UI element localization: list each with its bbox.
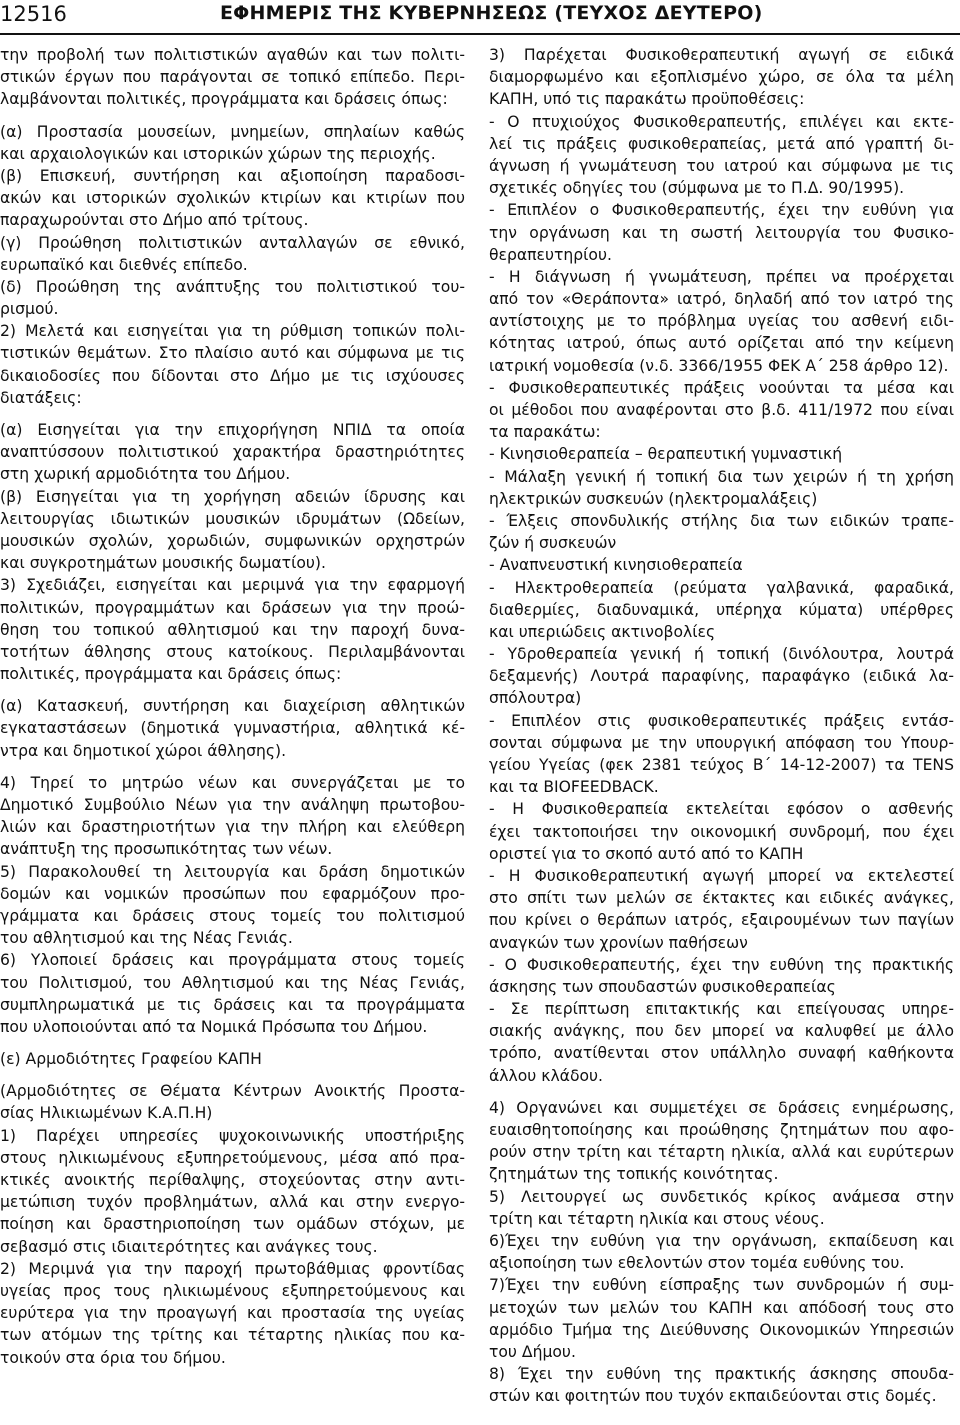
text-line: δομών και νομικών προσώπων που εφαρμόζουν προ- (0, 884, 465, 903)
text-line: σχετικές οδηγίες του (σύμφωνα με το Π.Δ. 90/1995). (489, 179, 905, 198)
text-line: 2) Μελετά και εισηγείται για τη ρύθμιση τοπικών πολι- (0, 322, 465, 341)
text-line: στη χωρική αρμοδιότητα του Δήμου. (0, 465, 291, 484)
text-line: μετοχών των μελών του ΚΑΠΗ και απόδοσή τους στο (489, 1298, 954, 1317)
text-line: - Η διάγνωση ή γνωμάτευση, πρέπει να προέρχεται (489, 267, 954, 286)
text-line: 4) Τηρεί το μητρώο νέων και συνεργάζεται με το (0, 773, 465, 792)
text-line: λαμβάνονται πολιτικές, προγράμματα και δράσεις όπως: (0, 90, 448, 109)
text-line: αντίστοιχης με το πρόβλημα υγείας του ασθενή ειδι- (489, 312, 954, 331)
text-line: του Πολιτισμού, του Αθλητισμού και της Νέας Γενιάς, (0, 973, 465, 992)
text-line: - Σε περίπτωση επιτακτικής και επείγουσας υπηρε- (489, 1000, 954, 1019)
text-line: (ε) Αρμοδιότητες Γραφείου ΚΑΠΗ (0, 1050, 262, 1069)
text-line: του αθλητισμού και της Νέας Γενιάς. (0, 929, 293, 948)
left-column (0, 44, 465, 1369)
text-line: υγείας προς τους ηλικιωμένους εξυπηρετούμενους και (0, 1281, 465, 1300)
text-line: - Ηλεκτροθεραπεία (ρεύματα γαλβανικά, φαραδικά, (489, 578, 954, 597)
text-line: εγκαταστάσεων (δημοτικά γυμναστήρια, αθλητικά κέ- (0, 719, 465, 738)
text-line: τρίτη και τέταρτη ηλικία και στους νέους. (489, 1209, 825, 1228)
text-line: σεβασμό στις ιδιαιτερότητες και ανάγκες τους. (0, 1237, 378, 1256)
text-line: 3) Σχεδιάζει, εισηγείται και μεριμνά για την εφαρμογή (0, 576, 465, 595)
text-line: στών και φοιτητών που τυχόν εκπαιδεύονται στις δομές. (489, 1387, 937, 1406)
paragraph-gap (0, 409, 465, 419)
text-line: ηλεκτρικών συσκευών (ηλεκτρομαλάξεις) (489, 489, 818, 508)
paragraph-gap (0, 1070, 465, 1080)
text-line: - Φυσικοθεραπευτικές πράξεις νοούνται τα μέσα και (489, 378, 954, 397)
text-line: ρούν στην τρίτη και τέταρτη ηλικία, αλλά και ευρύτερων (489, 1143, 954, 1162)
text-line: λειτουργίας ιδιωτικών μουσικών ιδρυμάτων (Ωδείων, (0, 509, 465, 528)
text-line: πολιτικών, προγραμμάτων και δράσεων για την προώ- (0, 598, 465, 617)
text-line: γράμματα και δράσεις στους τομείς του πολιτισμού (0, 906, 465, 925)
text-line: (δ) Προώθηση της ανάπτυξης του πολιτιστικού του- (0, 277, 465, 296)
text-line: - Κινησιοθεραπεία – θεραπευτική γυμναστική (489, 445, 843, 464)
right-column (489, 44, 954, 1407)
text-line: (γ) Προώθηση πολιτιστικών ανταλλαγών σε εθνικό, (0, 233, 465, 252)
text-line: που υλοποιούνται από τα Νομικά Πρόσωπα του Δήμου. (0, 1017, 428, 1036)
text-line: έχει τακτοποιήσει την οικονομική συνδρομή, που έχει (489, 822, 954, 841)
text-line: αξιοποίηση των εθελοντών στον τομέα ευθύνης του. (489, 1254, 905, 1273)
page-number: 12516 (0, 2, 67, 26)
text-line: των ατόμων της τρίτης και τέταρτης ηλικίας που κα- (0, 1326, 465, 1345)
text-line: ρισμού. (0, 300, 59, 319)
text-line: αναπτύσσουν πολιτιστικού χαρακτήρα δραστηριότητες (0, 443, 465, 462)
text-line: δικαιοδοσίες που δίδονται στο Δήμο με τις ισχύουσες (0, 366, 465, 385)
text-line: άλλου κλάδου. (489, 1066, 604, 1085)
text-line: ΚΑΠΗ, υπό τις παρακάτω προϋποθέσεις: (489, 90, 805, 109)
text-line: κότητας ιατρού, όπως αυτό ορίζεται από την κείμενη (489, 334, 954, 353)
text-line: αναγκών των χρονίων παθήσεων (489, 933, 748, 952)
text-line: (α) Εισηγείται για την επιχορήγηση ΝΠΙΔ τα οποία (0, 421, 465, 439)
text-line: τιστικών θεμάτων. Στο πλαίσιο αυτό και σύμφωνα με τις (0, 344, 465, 363)
text-line: - Έλξεις σπονδυλικής στήλης δια των ειδικών τραπε- (489, 511, 954, 530)
text-line: στο σπίτι των μελών σε έκτακτες και ειδικές ανάγκες, (489, 889, 954, 908)
text-line: ντρα και δημοτικοί χώροι άθλησης). (0, 741, 287, 760)
text-line: συμπληρωματικά με τις δράσεις και τα προγράμματα (0, 995, 465, 1014)
text-line: κτικές ανοικτής περίθαλψης, στοχεύοντας στην αντι- (0, 1171, 465, 1189)
text-line: άσκησης των σπουδαστών φυσικοθεραπείας (489, 977, 836, 996)
text-line: (β) Επισκευή, συντήρηση και αξιοποίηση παραδοσι- (0, 166, 465, 185)
text-line: από τον «Θεράποντα» ιατρό, δηλαδή από τον ιατρό της (489, 290, 954, 309)
text-line: στους ηλικιωμένους εξυπηρετούμενους, μέσα από πρα- (0, 1148, 465, 1167)
text-line: την προβολή των πολιτιστικών αγαθών και των πολιτι- (0, 46, 465, 64)
text-line: - Ο Φυσικοθεραπευτής, έχει την ευθύνη της πρακτικής (489, 955, 954, 974)
text-line: σιακής ανάγκης, που δεν μπορεί να καλυφθεί με άλλο (489, 1022, 954, 1041)
paragraph-gap (489, 1087, 954, 1097)
text-line: σίας Ηλικιωμένων Κ.Α.Π.Η) (0, 1104, 213, 1123)
text-line: ιατρική νομοθεσία (ν.δ. 3366/1955 ΦΕΚ Α΄ 258 άρθρο 12). (489, 356, 949, 375)
text-line: ακών και ιστορικών σχολικών κτιρίων και κτιρίων που (0, 189, 465, 208)
paragraph-gap (0, 762, 465, 772)
text-line: 3) Παρέχεται Φυσικοθεραπευτική αγωγή σε ειδικά (489, 46, 954, 64)
text-line: - Επιπλέον ο Φυσικοθεραπευτής, έχει την ευθύνη για (489, 201, 954, 220)
text-line: 1) Παρέχει υπηρεσίες ψυχοκοινωνικής υποστήριξης (0, 1126, 465, 1145)
text-line: - Αναπνευστική κινησιοθεραπεία (489, 556, 743, 575)
text-line: - Επιπλέον στις φυσικοθεραπευτικές πράξεις εντάσ- (489, 711, 954, 730)
text-line: 2) Μεριμνά για την παροχή πρωτοβάθμιας φροντίδας (0, 1259, 465, 1278)
text-line: 8) Έχει την ευθύνη της πρακτικής άσκησης σπουδα- (489, 1365, 954, 1384)
text-line: τα παρακάτω: (489, 423, 601, 442)
text-line: θεραπευτηρίου. (489, 245, 612, 264)
text-line: την οργάνωση και τη σωστή λειτουργία του Φυσικο- (489, 223, 954, 242)
text-line: 5) Λειτουργεί ως συνδετικός κρίκος ανάμεσα στην (489, 1187, 954, 1206)
text-line: λεί τις πράξεις φυσικοθεραπείας, μετά από γραπτή δι- (489, 134, 954, 153)
text-line: οι μέθοδοι που αναφέρονται στο β.δ. 411/1972 που είναι (489, 401, 954, 419)
text-line: (β) Εισηγείται για τη χορήγηση αδειών ίδρυσης και (0, 487, 465, 506)
text-line: ευρύτερα για την προαγωγή και προστασία της υγείας (0, 1304, 465, 1323)
text-line: ευρωπαϊκό και διεθνές επίπεδο. (0, 255, 248, 274)
text-line: (α) Προστασία μουσείων, μνημείων, σπηλαίων καθώς (0, 122, 465, 141)
text-line: γείου Υγείας (φεκ 2381 τεύχος Β΄ 14-12-2007) τα TENS (489, 756, 954, 774)
text-line: 6)Έχει την ευθύνη για την οργάνωση, εκπαίδευση και (489, 1231, 954, 1250)
text-line: 4) Οργανώνει και συμμετέχει σε δράσεις ενημέρωσης, (489, 1098, 954, 1117)
text-line: θηση του τοπικού αθλητισμού και την παροχή δυνα- (0, 620, 465, 639)
text-line: τρόπο, ανατίθενται στον υπάλληλο συναφή καθήκοντα (489, 1044, 954, 1063)
text-line: αρμόδιο Τμήμα της Διεύθυνσης Οικονομικών Υπηρεσιών (489, 1320, 954, 1339)
text-line: διαθερμίες, διαδυναμικά, υπέρηχα κύματα) υπέρθρες (489, 600, 954, 619)
header-rule (0, 33, 960, 35)
text-line: σονται σύμφωνα με την υπουργική απόφαση του Υπουρ- (489, 733, 954, 752)
text-line: 6) Υλοποιεί δράσεις και προγράμματα στους τομείς (0, 951, 465, 970)
text-line: - Η Φυσικοθεραπεία εκτελείται εφόσον ο ασθενής (489, 800, 954, 819)
text-line: παραχωρούνται στο Δήμο από τρίτους. (0, 211, 309, 230)
text-line: λιών και δραστηριοτήτων για την πλήρη και ελεύθερη (0, 818, 465, 837)
text-line: - Η Φυσικοθεραπευτική αγωγή μπορεί να εκτελεστεί (489, 866, 954, 885)
text-line: σπόλουτρα) (489, 689, 582, 708)
text-line: (α) Κατασκευή, συντήρηση και διαχείριση αθλητικών (0, 697, 465, 716)
text-line: και τα BIOFEEDBACK. (489, 778, 659, 797)
text-line: τοικούν στα όρια του δήμου. (0, 1348, 226, 1367)
text-line: δεξαμενής) Λουτρά παραφίνης, παραφάγκο (ειδικά λα- (489, 667, 954, 686)
paragraph-gap (0, 1038, 465, 1048)
text-line: ζητημάτων της τοπικής κοινότητας. (489, 1165, 779, 1184)
paragraph-gap (0, 111, 465, 121)
text-line: (Αρμοδιότητες σε Θέματα Κέντρων Ανοικτής Προστα- (0, 1082, 465, 1101)
text-line: και υπεριώδεις ακτινοβολίες (489, 622, 716, 641)
text-line: μουσικών σχολών, χορωδιών, συμφωνικών ορχηστρών (0, 531, 465, 550)
text-line: που κρίνει ο θεράπων ιατρός, εξαιρουμένων των παγίων (489, 911, 954, 930)
text-line: ποίηση και δραστηριοποίηση των ομάδων στόχων, με (0, 1215, 465, 1234)
text-line: - Μάλαξη γενική ή τοπική δια των χειρών ή τη χρήση (489, 467, 954, 486)
text-line: ανάπτυξη της προσωπικότητας των νέων. (0, 840, 333, 859)
text-line: Δημοτικό Συμβούλιο Νέων για την ανάληψη πρωτοβου- (0, 796, 465, 814)
text-line: οριστεί για το σκοπό αυτό από το ΚΑΠΗ (489, 844, 804, 863)
text-line: - Ο πτυχιούχος Φυσικοθεραπευτής, επιλέγει και εκτε- (489, 112, 954, 131)
text-line: στικών έργων που παράγονται σε τοπικό επίπεδο. Περι- (0, 68, 465, 87)
text-line: 5) Παρακολουθεί τη λειτουργία και δράση δημοτικών (0, 862, 465, 881)
text-line: διατάξεις: (0, 388, 82, 407)
text-line: μετώπιση τυχόν προβλημάτων, αλλά και στην ενεργο- (0, 1193, 465, 1212)
text-line: 7)Έχει την ευθύνη είσπραξης των συνδρομών ή συμ- (489, 1276, 954, 1295)
page-header (0, 0, 960, 34)
text-line: άγνωση ή γνωμάτευση του ιατρού και σύμφωνα με τις (489, 156, 954, 175)
text-line: - Υδροθεραπεία γενική ή τοπική (δινόλουτρα, λουτρά (489, 645, 954, 664)
paragraph-gap (0, 685, 465, 695)
journal-title: ΕΦΗΜΕΡΙΣ ΤΗΣ ΚΥΒΕΡΝΗΣΕΩΣ (ΤΕΥΧΟΣ ΔΕΥΤΕΡΟ) (220, 2, 763, 24)
text-line: του Δήμου. (489, 1342, 576, 1361)
text-line: διαμορφωμένο και εξοπλισμένο χώρο, σε όλα τα μέλη (489, 68, 954, 87)
text-line: πολιτικές, προγράμματα και δράσεις όπως: (0, 665, 342, 684)
text-line: και αρχαιολογικών και ιστορικών χώρων της περιοχής. (0, 144, 436, 163)
text-line: ζών ή συσκευών (489, 534, 617, 553)
text-line: τοτήτων άθλησης στους κατοίκους. Περιλαμβάνονται (0, 642, 465, 661)
text-line: ευαισθητοποίησης και προώθησης ζητημάτων που αφο- (489, 1121, 954, 1139)
text-line: και συγκροτημάτων μουσικής δωματίου). (0, 554, 326, 573)
